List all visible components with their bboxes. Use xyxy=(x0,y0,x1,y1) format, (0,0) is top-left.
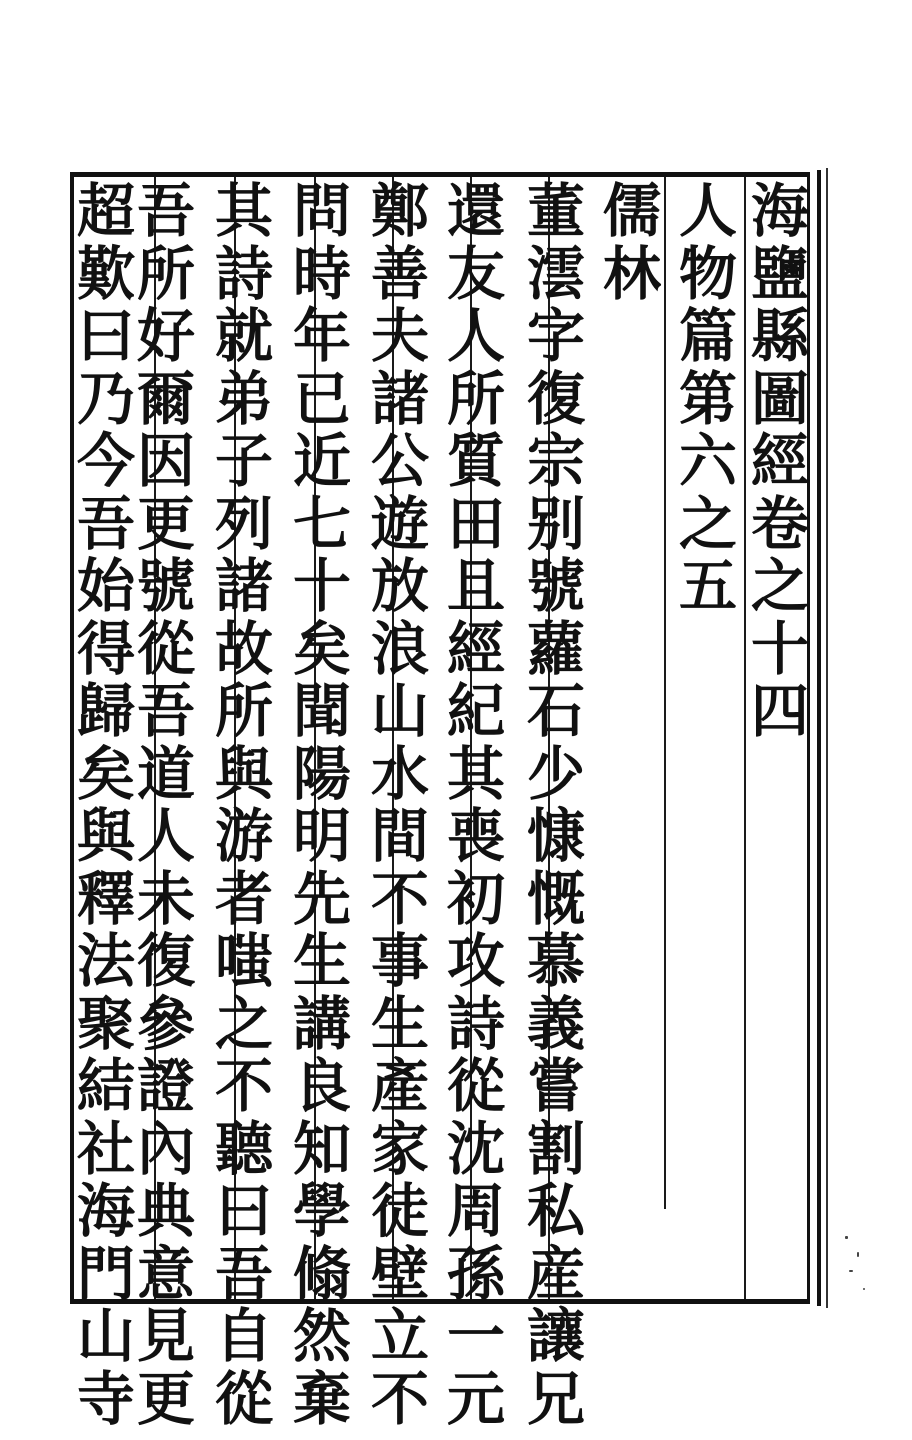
glyph: 人 xyxy=(136,802,195,870)
glyph: 周 xyxy=(446,1177,505,1245)
glyph: 從 xyxy=(136,614,195,683)
frame-outer-rule xyxy=(817,170,821,1306)
glyph: 諸 xyxy=(370,364,429,433)
glyph: 立 xyxy=(370,1302,429,1370)
glyph: 割 xyxy=(526,1114,585,1183)
glyph: 慷 xyxy=(526,802,585,870)
glyph: 産 xyxy=(526,1239,585,1308)
glyph: 義 xyxy=(526,989,585,1058)
glyph: 好 xyxy=(136,302,195,370)
glyph: 道 xyxy=(136,739,195,808)
section-heading xyxy=(600,177,664,308)
glyph: 攻 xyxy=(446,927,505,995)
glyph: 自 xyxy=(214,1302,273,1370)
glyph: 人 xyxy=(446,302,505,370)
glyph: 復 xyxy=(136,927,195,995)
glyph: 元 xyxy=(446,1364,505,1433)
glyph: 歎 xyxy=(77,239,136,308)
glyph: 喪 xyxy=(446,802,505,870)
glyph: 近 xyxy=(292,427,351,495)
glyph: 水 xyxy=(370,739,429,808)
glyph: 董 xyxy=(526,177,585,245)
glyph: 學 xyxy=(292,1177,351,1245)
glyph: 蘿 xyxy=(526,614,585,683)
glyph: 别 xyxy=(526,489,585,558)
glyph: 乃 xyxy=(77,364,136,433)
glyph: 還 xyxy=(446,177,505,245)
glyph: 十 xyxy=(292,552,351,620)
glyph: 七 xyxy=(292,489,351,558)
glyph: 棄 xyxy=(292,1364,351,1433)
glyph: 五 xyxy=(678,552,737,620)
glyph: 詩 xyxy=(446,989,505,1058)
glyph: 第 xyxy=(678,364,737,433)
glyph: 海 xyxy=(750,177,809,245)
glyph: 得 xyxy=(77,614,136,683)
glyph: 不 xyxy=(214,1052,273,1120)
glyph: 田 xyxy=(446,489,505,558)
text-column-2 xyxy=(440,177,512,1433)
glyph: 超 xyxy=(77,177,136,245)
glyph: 證 xyxy=(136,1052,195,1120)
glyph: 者 xyxy=(214,864,273,933)
glyph: 吾 xyxy=(77,489,136,558)
glyph: 從 xyxy=(214,1364,273,1433)
glyph: 物 xyxy=(678,239,737,308)
glyph: 私 xyxy=(526,1177,585,1245)
glyph: 經 xyxy=(750,427,809,495)
glyph: 不 xyxy=(370,864,429,933)
glyph: 所 xyxy=(136,239,195,308)
glyph: 縣 xyxy=(750,302,809,370)
glyph: 山 xyxy=(370,677,429,745)
glyph: 一 xyxy=(446,1302,505,1370)
glyph: 見 xyxy=(136,1302,195,1370)
text-column-4 xyxy=(286,177,358,1433)
glyph: 翛 xyxy=(292,1239,351,1308)
glyph: 子 xyxy=(214,427,273,495)
glyph: 明 xyxy=(292,802,351,870)
glyph: 人 xyxy=(678,177,737,245)
glyph: 就 xyxy=(214,302,273,370)
glyph: 家 xyxy=(370,1114,429,1183)
glyph: 時 xyxy=(292,239,351,308)
glyph: 講 xyxy=(292,989,351,1058)
glyph: 矣 xyxy=(292,614,351,683)
glyph: 內 xyxy=(136,1114,195,1183)
glyph: 夫 xyxy=(370,302,429,370)
glyph: 初 xyxy=(446,864,505,933)
glyph: 六 xyxy=(678,427,737,495)
glyph: 吾 xyxy=(136,677,195,745)
column-rule xyxy=(664,177,666,1209)
glyph: 知 xyxy=(292,1114,351,1183)
glyph: 聚 xyxy=(77,989,136,1058)
glyph: 詩 xyxy=(214,239,273,308)
glyph: 質 xyxy=(446,427,505,495)
glyph: 善 xyxy=(370,239,429,308)
glyph: 間 xyxy=(370,802,429,870)
glyph: 社 xyxy=(77,1114,136,1183)
glyph: 意 xyxy=(136,1239,195,1308)
glyph: 法 xyxy=(77,927,136,995)
text-column-5 xyxy=(208,177,280,1433)
glyph: 石 xyxy=(526,677,585,745)
glyph: 嗤 xyxy=(214,927,273,995)
glyph: 聞 xyxy=(292,677,351,745)
glyph: 經 xyxy=(446,614,505,683)
glyph: 林 xyxy=(602,239,661,308)
text-column-1 xyxy=(520,177,592,1433)
glyph: 鄭 xyxy=(370,177,429,245)
glyph: 參 xyxy=(136,989,195,1058)
glyph: 諸 xyxy=(214,552,273,620)
glyph: 讓 xyxy=(526,1302,585,1370)
glyph: 其 xyxy=(446,739,505,808)
glyph: 生 xyxy=(292,927,351,995)
glyph: 與 xyxy=(214,739,273,808)
glyph: 所 xyxy=(446,364,505,433)
glyph: 儒 xyxy=(602,177,661,245)
glyph: 字 xyxy=(526,302,585,370)
glyph: 問 xyxy=(292,177,351,245)
glyph: 不 xyxy=(370,1364,429,1433)
glyph: 放 xyxy=(370,552,429,620)
glyph: 宗 xyxy=(526,427,585,495)
glyph: 更 xyxy=(136,1364,195,1433)
glyph: 之 xyxy=(750,552,809,620)
glyph: 遊 xyxy=(370,489,429,558)
glyph: 寺 xyxy=(77,1364,136,1433)
glyph: 浪 xyxy=(370,614,429,683)
glyph: 結 xyxy=(77,1052,136,1120)
glyph: 陽 xyxy=(292,739,351,808)
glyph: 所 xyxy=(214,677,273,745)
glyph: 十 xyxy=(750,614,809,683)
glyph: 壁 xyxy=(370,1239,429,1308)
margin-specks xyxy=(843,1230,873,1310)
glyph: 孫 xyxy=(446,1239,505,1308)
glyph: 良 xyxy=(292,1052,351,1120)
chapter-heading xyxy=(676,177,740,620)
glyph: 矣 xyxy=(77,739,136,808)
text-column-7 xyxy=(77,177,136,1433)
glyph: 公 xyxy=(370,427,429,495)
glyph: 之 xyxy=(214,989,273,1058)
glyph: 曰 xyxy=(214,1177,273,1245)
glyph: 因 xyxy=(136,427,195,495)
glyph: 沈 xyxy=(446,1114,505,1183)
glyph: 事 xyxy=(370,927,429,995)
glyph: 爾 xyxy=(136,364,195,433)
volume-title xyxy=(748,177,812,745)
glyph: 篇 xyxy=(678,302,737,370)
frame-outer-rule-thin xyxy=(826,168,828,1308)
glyph: 號 xyxy=(136,552,195,620)
glyph: 慕 xyxy=(526,927,585,995)
glyph: 四 xyxy=(750,677,809,745)
glyph: 歸 xyxy=(77,677,136,745)
glyph: 弟 xyxy=(214,364,273,433)
glyph: 未 xyxy=(136,864,195,933)
glyph: 慨 xyxy=(526,864,585,933)
glyph: 山 xyxy=(77,1302,136,1370)
glyph: 吾 xyxy=(136,177,195,245)
glyph: 吾 xyxy=(214,1239,273,1308)
glyph: 從 xyxy=(446,1052,505,1120)
text-column-3 xyxy=(364,177,436,1433)
text-column-6 xyxy=(130,177,202,1433)
glyph: 今 xyxy=(77,427,136,495)
glyph: 聽 xyxy=(214,1114,273,1183)
glyph: 紀 xyxy=(446,677,505,745)
glyph: 列 xyxy=(214,489,273,558)
glyph: 澐 xyxy=(526,239,585,308)
glyph: 兄 xyxy=(526,1364,585,1433)
glyph: 海 xyxy=(77,1177,136,1245)
glyph: 鹽 xyxy=(750,239,809,308)
glyph: 徒 xyxy=(370,1177,429,1245)
glyph: 其 xyxy=(214,177,273,245)
glyph: 釋 xyxy=(77,864,136,933)
glyph: 門 xyxy=(77,1239,136,1308)
glyph: 先 xyxy=(292,864,351,933)
glyph: 故 xyxy=(214,614,273,683)
glyph: 產 xyxy=(370,1052,429,1120)
glyph: 且 xyxy=(446,552,505,620)
glyph: 號 xyxy=(526,552,585,620)
glyph: 已 xyxy=(292,364,351,433)
glyph: 嘗 xyxy=(526,1052,585,1120)
glyph: 與 xyxy=(77,802,136,870)
glyph: 曰 xyxy=(77,302,136,370)
glyph: 卷 xyxy=(750,489,809,558)
glyph: 友 xyxy=(446,239,505,308)
glyph: 典 xyxy=(136,1177,195,1245)
glyph: 然 xyxy=(292,1302,351,1370)
glyph: 游 xyxy=(214,802,273,870)
glyph: 生 xyxy=(370,989,429,1058)
column-rule xyxy=(744,177,746,1299)
glyph: 更 xyxy=(136,489,195,558)
glyph: 年 xyxy=(292,302,351,370)
glyph: 之 xyxy=(678,489,737,558)
glyph: 復 xyxy=(526,364,585,433)
glyph: 始 xyxy=(77,552,136,620)
glyph: 圖 xyxy=(750,364,809,433)
glyph: 少 xyxy=(526,739,585,808)
